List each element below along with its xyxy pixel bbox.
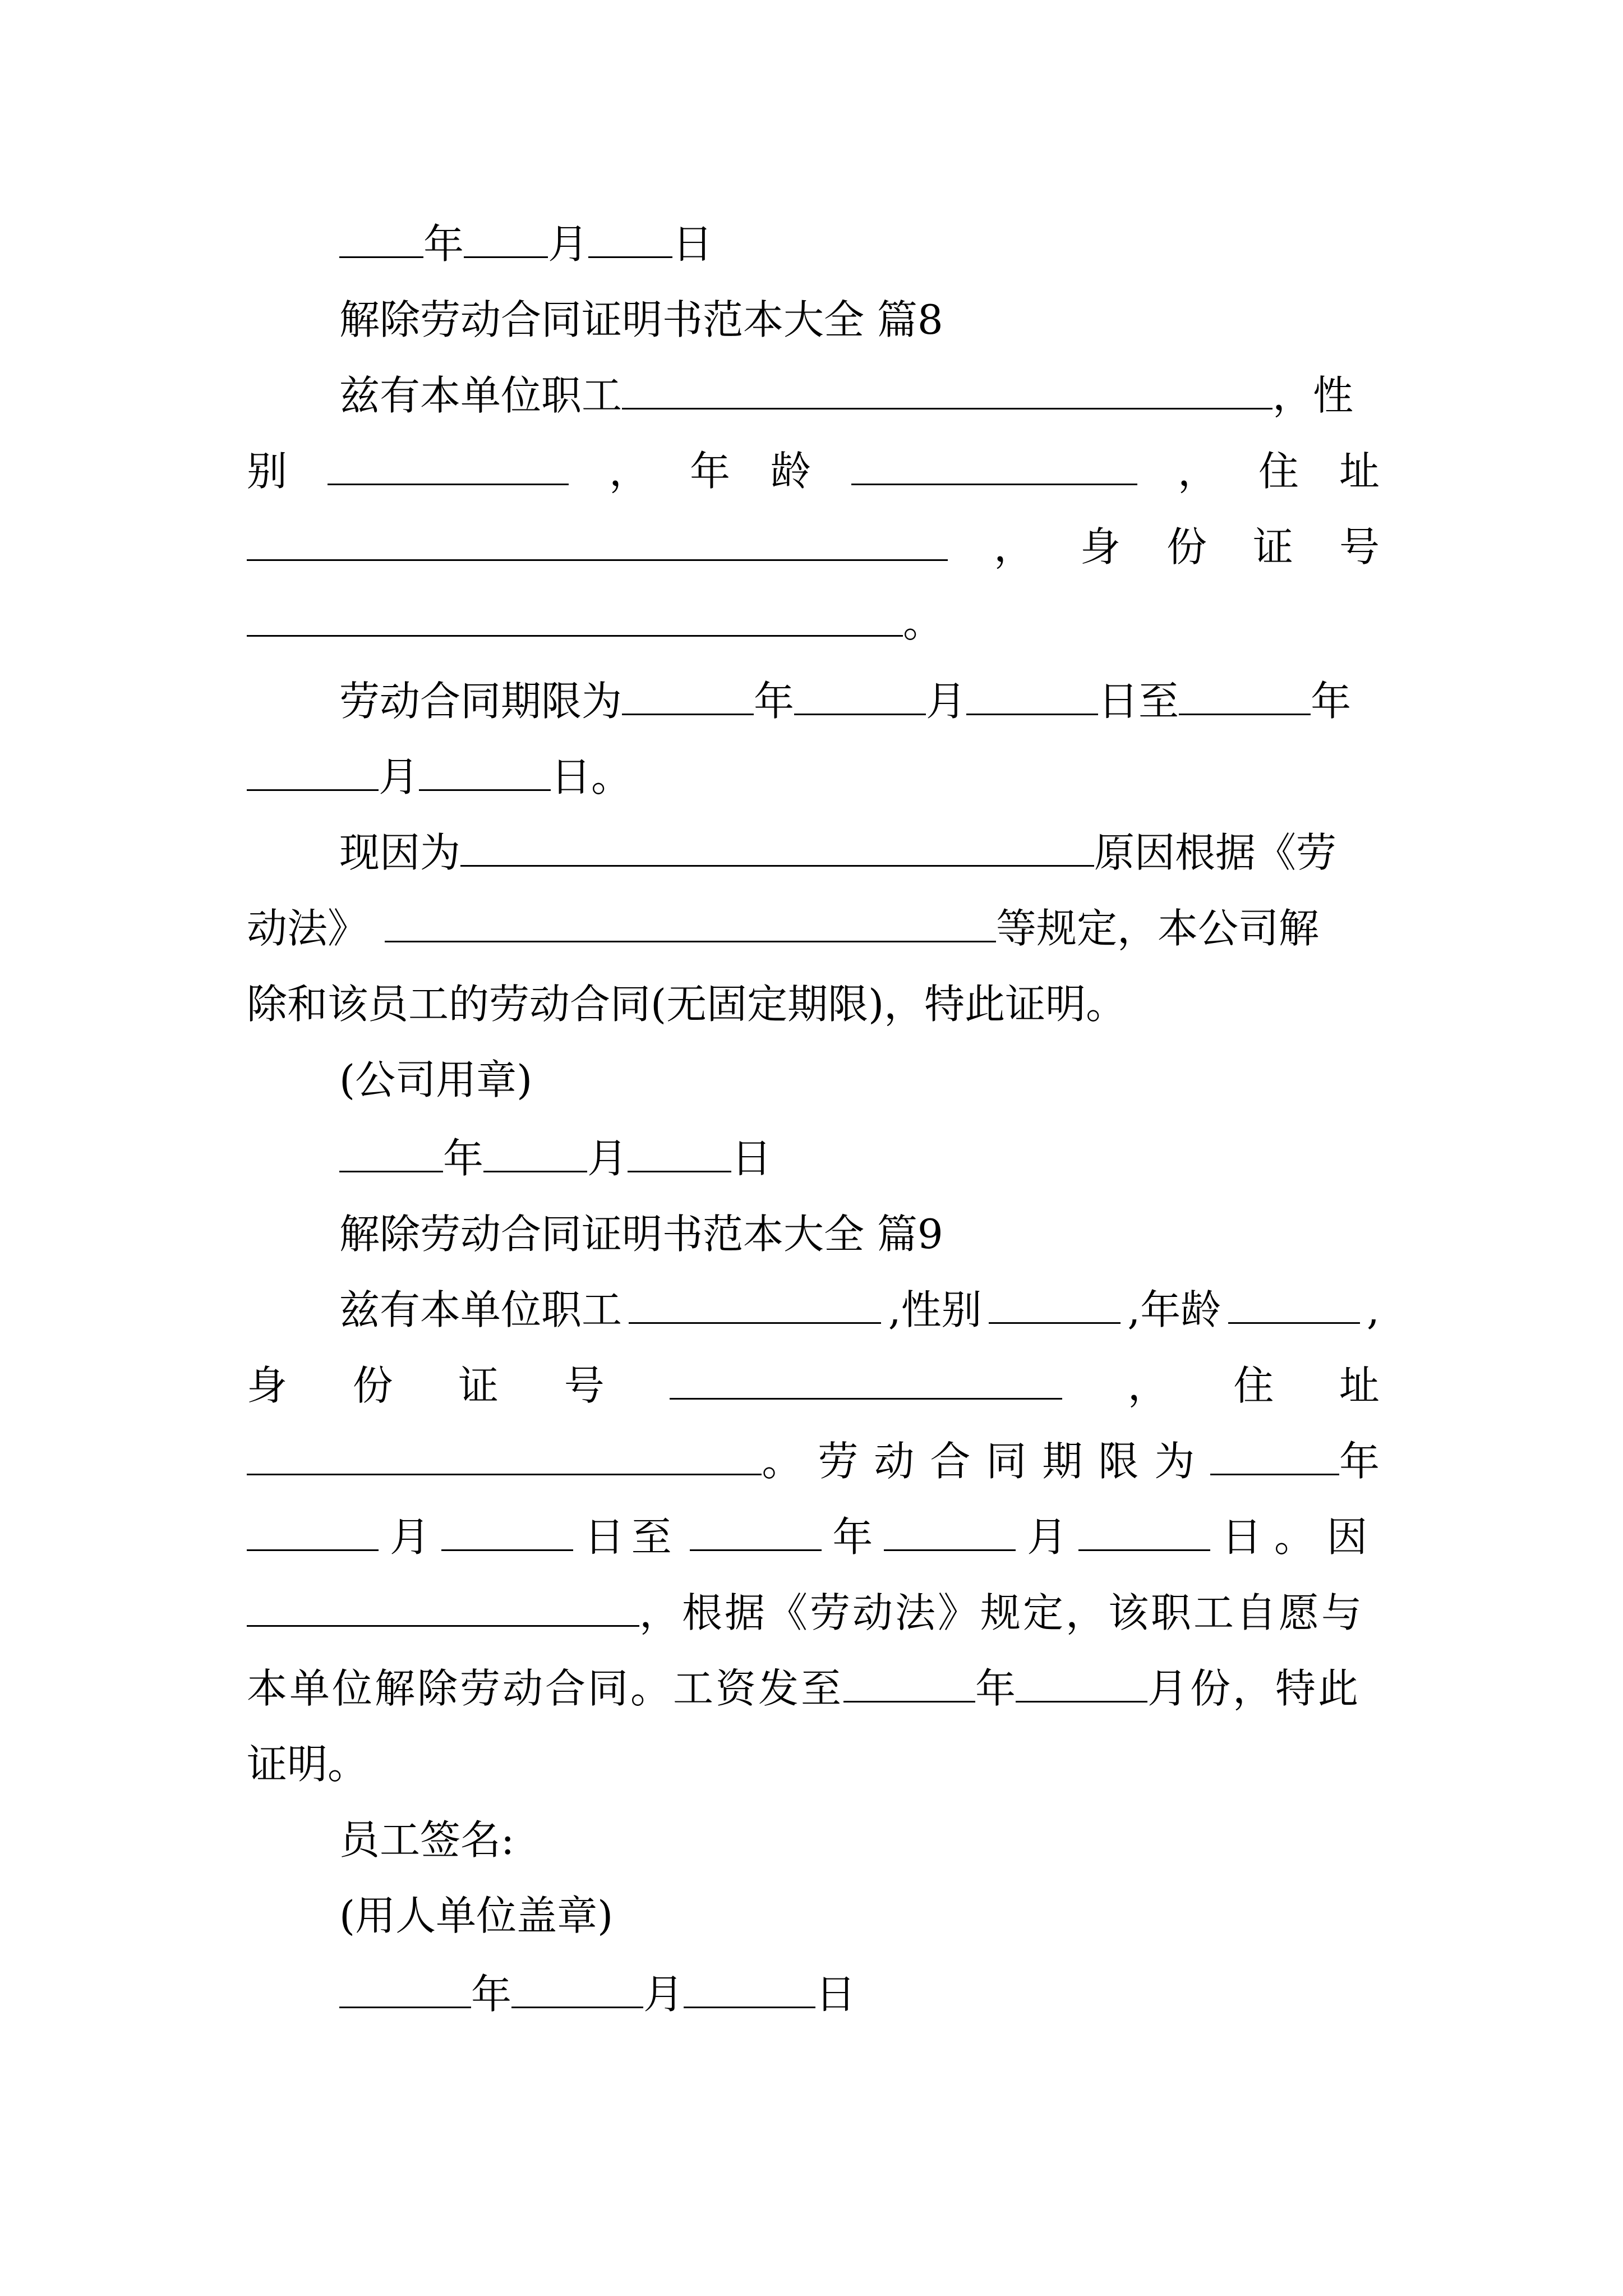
s8-l5-c: 月 — [926, 678, 967, 725]
s8-l2-g: 址 — [1339, 448, 1380, 495]
blank — [419, 752, 551, 791]
blank — [1078, 1512, 1210, 1551]
month-label: 月 — [548, 220, 589, 268]
reason-blank — [247, 1588, 639, 1627]
s9-l4-e: 日。因 — [1221, 1513, 1380, 1561]
month-label: 月 — [643, 1971, 684, 2018]
id-number-blank — [247, 598, 903, 637]
day-label: 日 — [815, 1971, 856, 2018]
blank — [247, 1512, 379, 1551]
id-number-blank — [670, 1361, 1062, 1400]
day-blank — [684, 1970, 815, 2008]
s9-wage-line — [247, 1660, 1380, 1717]
s9-address-term-line — [247, 1433, 1380, 1489]
s8-l2-e: ， — [1177, 448, 1218, 495]
s9-l2-g: 址 — [1339, 1362, 1380, 1409]
s9-l1-a: 兹有本单位职工 — [339, 1286, 623, 1333]
blank — [884, 1512, 1016, 1551]
s9-l2-d: 号 — [564, 1362, 605, 1409]
s9-l2-f: 住 — [1233, 1362, 1274, 1409]
blank — [966, 677, 1098, 715]
gender-blank — [989, 1285, 1121, 1324]
s9-l1-c: ,年龄 — [1127, 1286, 1221, 1333]
s8-l6-a: 月 — [379, 753, 419, 800]
day-blank — [628, 1134, 731, 1172]
month-blank — [511, 1970, 643, 2008]
s9-signature-line: 员工签名: — [339, 1816, 515, 1864]
s9-proof-line: 证明。 — [247, 1741, 368, 1788]
s9-id-address-line — [247, 1358, 1380, 1414]
s9-l6-c: 月份，特此 — [1147, 1665, 1361, 1712]
s8-l4-end: 。 — [903, 599, 944, 646]
section8-title: 解除劳动合同证明书范本大全 篇8 — [339, 296, 943, 343]
s8-l8-a: 动法》 — [247, 905, 368, 952]
s8-law-line — [247, 900, 1380, 956]
reason-blank — [460, 828, 1094, 867]
year-label: 年 — [471, 1971, 512, 2018]
s8-l3-e: 号 — [1339, 523, 1380, 570]
s9-l1-b: ,性别 — [888, 1286, 982, 1333]
s9-l3-a: 。劳动合同期限为 — [762, 1438, 1211, 1485]
law-blank — [385, 904, 996, 942]
blank — [843, 1664, 975, 1703]
gender-blank — [328, 447, 569, 485]
year-blank — [339, 219, 423, 258]
s8-seal: (公司用章) — [339, 1056, 533, 1103]
s9-l2-a: 身 — [247, 1362, 288, 1409]
day-label: 日 — [672, 220, 713, 268]
month-blank — [464, 219, 548, 258]
s9-date-line — [247, 1966, 1380, 2022]
s8-l7-a: 现因为 — [339, 829, 461, 876]
s8-l3-c: 份 — [1166, 523, 1207, 570]
s9-seal: (用人单位盖章) — [339, 1892, 614, 1939]
day-blank — [588, 219, 672, 258]
employee-name-blank — [622, 371, 1272, 409]
blank — [622, 677, 754, 715]
blank — [690, 1512, 822, 1551]
s9-l4-a: 月 — [389, 1513, 430, 1561]
s8-l2-c: 年 — [689, 448, 730, 495]
address-blank — [247, 522, 948, 561]
s8-term-end-line — [247, 749, 1380, 805]
s8-reason-line — [247, 825, 1380, 881]
s9-l4-b: 日至 — [584, 1513, 679, 1561]
blank — [441, 1512, 573, 1551]
age-blank — [1228, 1285, 1360, 1324]
s9-l5-a: ，根据《劳动法》规定，该职工自愿与 — [639, 1589, 1364, 1636]
s8-l2-b: ， — [608, 448, 649, 495]
s8-l3-b: 身 — [1080, 523, 1121, 570]
s8-conclusion-line: 除和该员工的劳动合同(无固定期限)，特此证明。 — [247, 981, 1127, 1028]
s8-term-line — [247, 673, 1380, 729]
s8-l2-a: 别 — [247, 448, 288, 495]
s8-l5-a: 劳动合同期限为 — [339, 678, 623, 725]
blank — [1179, 677, 1311, 715]
month-label: 月 — [587, 1135, 628, 1182]
section9-title: 解除劳动合同证明书范本大全 篇9 — [339, 1211, 943, 1258]
s9-l2-c: 证 — [458, 1362, 499, 1409]
s9-l3-b: 年 — [1339, 1438, 1380, 1485]
s9-l4-d: 月 — [1027, 1513, 1068, 1561]
blank — [1210, 1437, 1339, 1475]
s8-l3-a: ， — [993, 523, 1034, 570]
s9-l4-c: 年 — [832, 1513, 873, 1561]
s9-l2-b: 份 — [352, 1362, 393, 1409]
s8-l7-b: 原因根据《劳 — [1094, 829, 1337, 876]
blank — [247, 752, 379, 791]
s9-l1-d: , — [1367, 1286, 1380, 1333]
year-label: 年 — [443, 1135, 484, 1182]
age-blank — [851, 447, 1137, 485]
s9-l2-e: ， — [1127, 1362, 1168, 1409]
day-label: 日 — [731, 1135, 772, 1182]
s8-employee-line — [247, 367, 1380, 424]
s9-employee-line — [247, 1282, 1380, 1338]
s8-gender-age-line — [247, 443, 1380, 499]
s8-id-line — [247, 595, 1380, 651]
year-blank — [339, 1134, 443, 1172]
s8-l1-end: ，性 — [1272, 372, 1354, 419]
s8-l5-e: 年 — [1311, 678, 1352, 725]
year-label: 年 — [423, 220, 464, 268]
employee-name-blank — [629, 1285, 881, 1324]
s8-l1-text: 兹有本单位职工 — [339, 372, 623, 419]
s8-l6-b: 日。 — [551, 753, 632, 800]
year-blank — [339, 1970, 471, 2008]
blank — [1016, 1664, 1147, 1703]
s8-l2-f: 住 — [1258, 448, 1299, 495]
s8-l3-d: 证 — [1252, 523, 1293, 570]
s9-term-line — [247, 1509, 1380, 1565]
blank — [794, 677, 926, 715]
s9-l6-b: 年 — [975, 1665, 1016, 1712]
s8-l2-d: 龄 — [770, 448, 811, 495]
address-blank — [247, 1437, 762, 1475]
s9-reason-line — [247, 1585, 1380, 1641]
s8-address-id-line — [247, 519, 1380, 575]
date-line-top — [247, 216, 1380, 272]
s8-l5-d: 日至 — [1098, 678, 1179, 725]
month-blank — [483, 1134, 587, 1172]
s8-l5-b: 年 — [754, 678, 795, 725]
s8-date-line — [247, 1130, 1380, 1186]
s9-l6-a: 本单位解除劳动合同。工资发至 — [247, 1665, 844, 1712]
s8-l8-b: 等规定，本公司解 — [996, 905, 1320, 952]
